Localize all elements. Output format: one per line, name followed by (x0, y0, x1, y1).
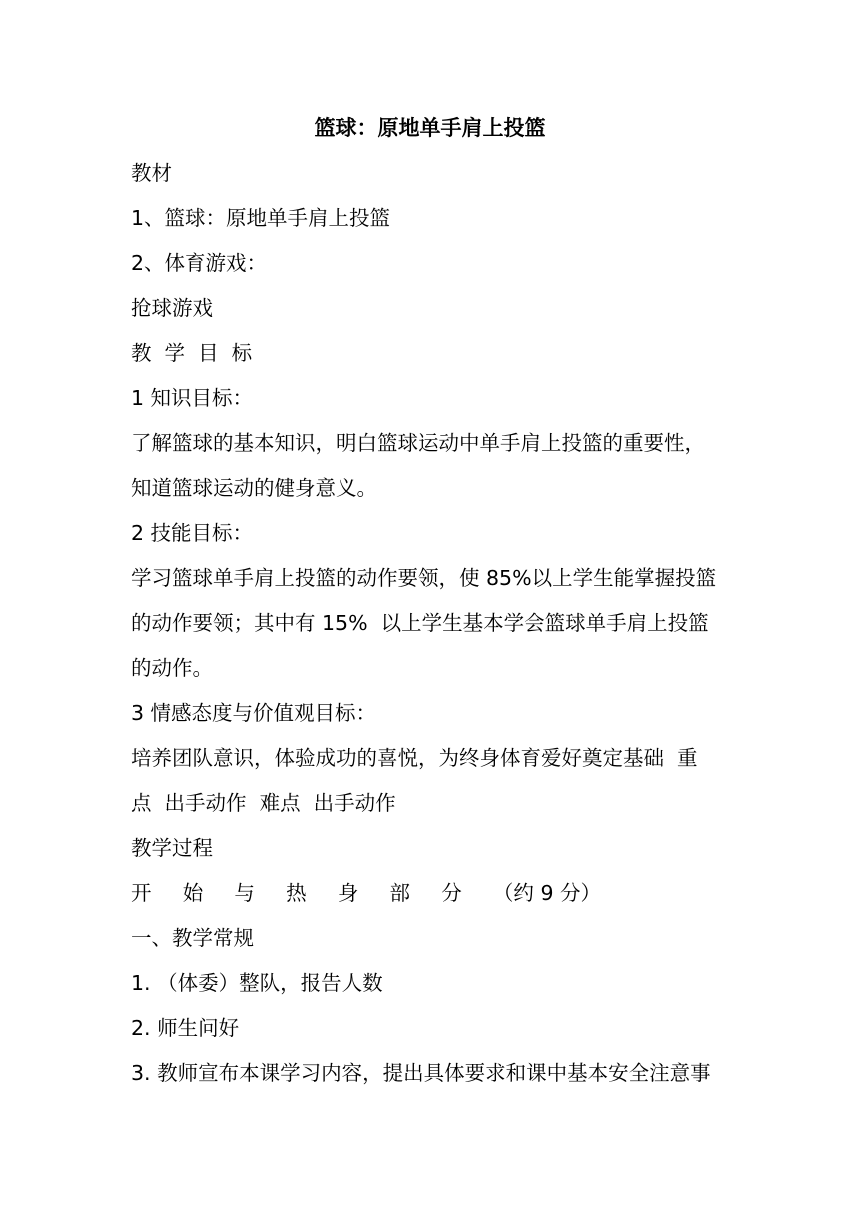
text-line: 教材 (131, 161, 172, 185)
text-line: 2. 师生问好 (131, 1016, 240, 1040)
text-line: 2、体育游戏： (131, 251, 268, 275)
process-heading: 教学过程 (131, 836, 213, 860)
section-heading-duration: （约 9 分） (492, 881, 601, 905)
text-line: 的动作要领；其中有 15% 以上学生基本学会篮球单手肩上投篮 (131, 611, 709, 635)
text-line: 1 知识目标： (131, 386, 254, 410)
text-line: 点 出手动作 难点 出手动作 (131, 791, 396, 815)
text-line: 培养团队意识，体验成功的喜悦，为终身体育爱好奠定基础 重 (131, 746, 698, 770)
text-line: 学习篮球单手肩上投篮的动作要领，使 85%以上学生能掌握投篮 (131, 566, 717, 590)
document-title: 篮球：原地单手肩上投篮 (314, 116, 546, 140)
text-line: 2 技能目标： (131, 521, 254, 545)
text-line: 知道篮球运动的健身意义。 (131, 476, 377, 500)
text-line: 1. （体委）整队，报告人数 (131, 971, 383, 995)
section-heading-char: 开 (131, 881, 152, 905)
section-heading-char: 热 (286, 881, 307, 905)
text-line: 3 情感态度与价值观目标： (131, 701, 377, 725)
section-heading (131, 878, 601, 908)
text-line: 的动作。 (131, 656, 213, 680)
text-line: 一、教学常规 (131, 926, 254, 950)
text-line: 1、篮球：原地单手肩上投篮 (131, 206, 391, 230)
objectives-heading: 教 学 目 标 (131, 341, 253, 365)
section-heading-char: 部 (389, 881, 411, 905)
section-heading-char: 分 (441, 881, 462, 905)
section-heading-char: 始 (182, 881, 204, 905)
section-heading-char: 与 (234, 881, 255, 905)
text-line: 了解篮球的基本知识，明白篮球运动中单手肩上投篮的重要性， (131, 431, 705, 455)
section-heading-char: 身 (337, 881, 359, 905)
text-line: 3. 教师宣布本课学习内容，提出具体要求和课中基本安全注意事 (131, 1061, 711, 1085)
text-line: 抢球游戏 (131, 296, 213, 320)
